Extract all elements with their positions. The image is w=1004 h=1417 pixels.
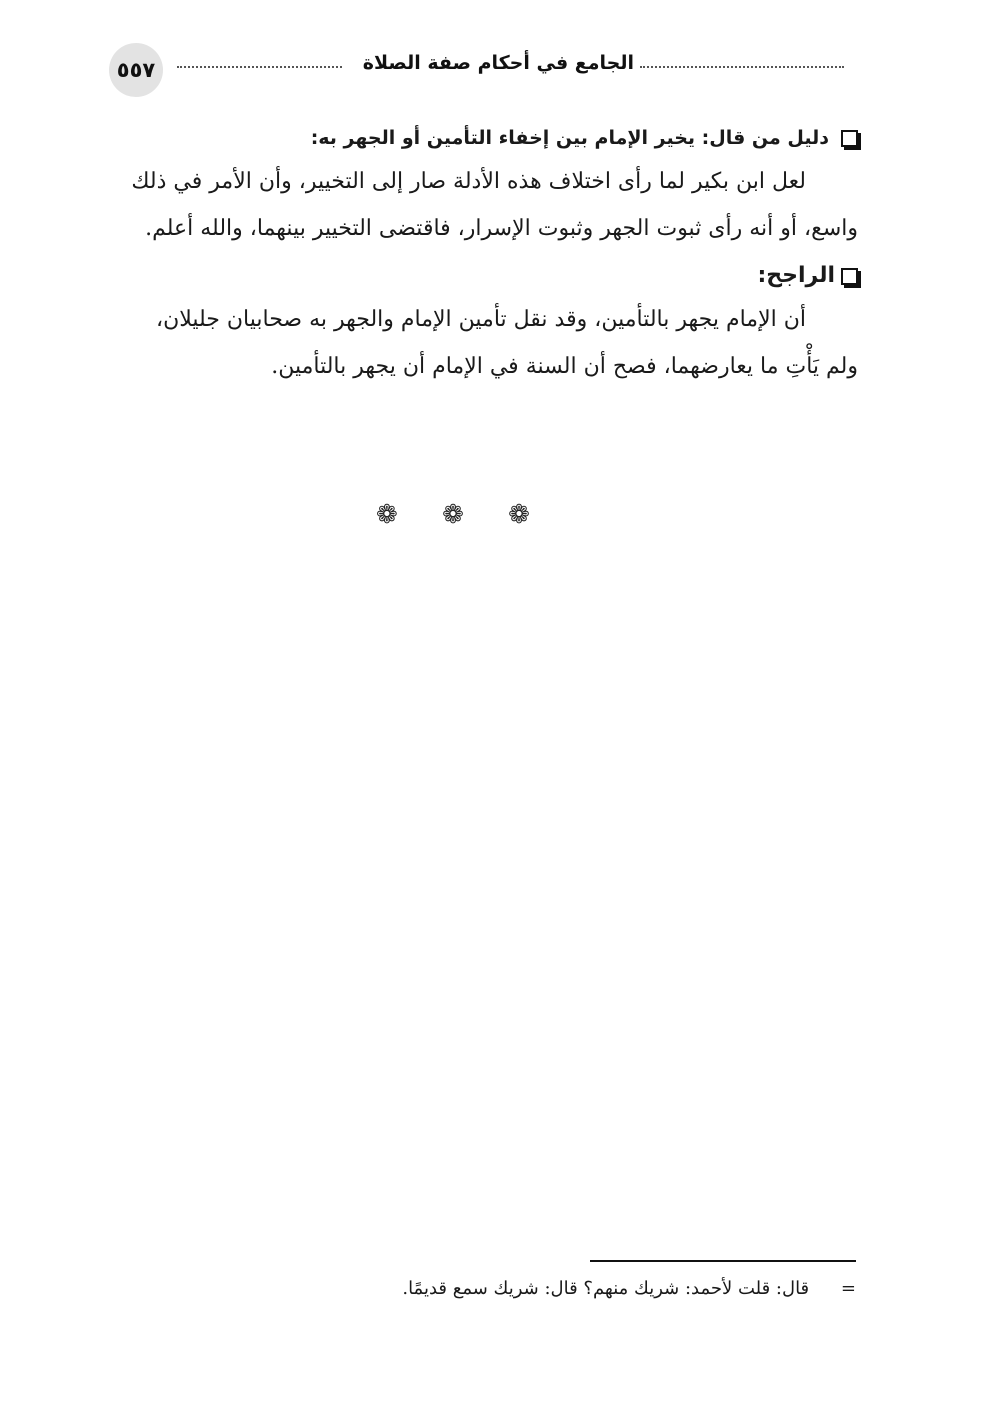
header-dotted-leader-left [177,66,342,68]
header-dotted-leader-right [640,66,844,68]
footnote-text: قال: قلت لأحمد: شريك منهم؟ قال: شريك سمع قديمًا. [402,1278,810,1299]
paragraph-line: واسع، أو أنه رأى ثبوت الجهر وثبوت الإسرار، فاقتضى التخيير بينهما، والله أعلم. [145,216,858,241]
section-heading-text: الراجح: [757,263,835,288]
section-heading-evidence [112,118,858,158]
running-title: الجامع في أحكام صفة الصلاة [362,52,634,74]
paragraph-evidence [112,158,858,252]
footnote-separator [590,1260,856,1262]
section-end-ornaments: ❁ ❁ ❁ [376,500,548,530]
section-heading-text: دليل من قال: يخير الإمام بين إخفاء التأمين أو الجهر به: [310,127,829,149]
paragraph-preferred [112,296,858,390]
page-number: ٥٥٧ [116,58,156,82]
checkbox-icon [841,268,858,285]
main-content [112,118,858,390]
paragraph-line: ولم يَأْتِ ما يعارضهما، فصح أن السنة في الإمام أن يجهر بالتأمين. [271,354,858,379]
footnote-continuation-mark: = [840,1278,856,1299]
section-heading-preferred [112,256,858,296]
checkbox-icon [841,130,858,147]
page-number-badge [109,43,163,97]
paragraph-line: لعل ابن بكير لما رأى اختلاف هذه الأدلة صار إلى التخيير، وأن الأمر في ذلك [131,169,806,194]
footnote [402,1278,856,1299]
paragraph-line: أن الإمام يجهر بالتأمين، وقد نقل تأمين الإمام والجهر به صحابيان جليلان، [155,307,806,332]
